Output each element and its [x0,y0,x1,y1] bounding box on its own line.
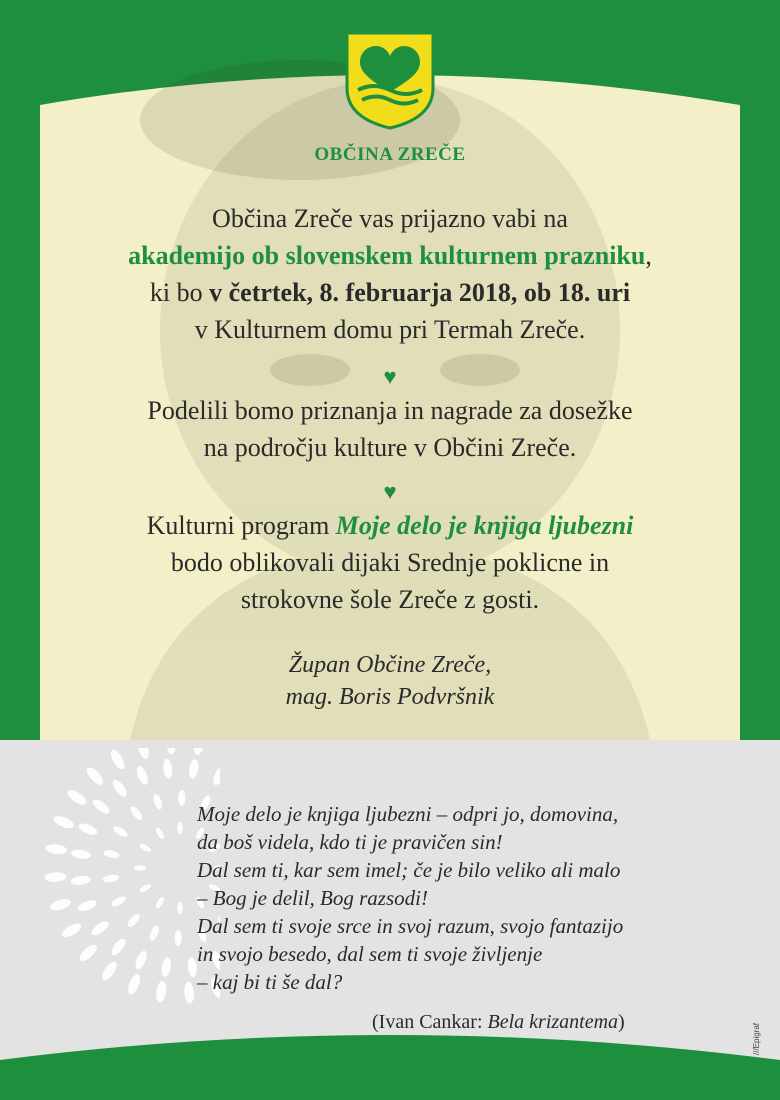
awards-line-2: na področju kulture v Občini Zreče. [203,433,577,462]
flower-petal [154,827,165,841]
flower-petal [139,842,153,853]
flower-petal [188,759,199,780]
flower-petal [192,748,205,756]
flower-petal [178,790,186,806]
attribution-work: Bela krizantema [487,1011,619,1033]
flower-petal [71,848,92,859]
flower-petal [155,980,168,1003]
poem-line: Dal sem ti svoje srce in svoj razum, svojo fantazijo [197,914,624,938]
invitation-venue: v Kulturnem domu pri Termah Zreče. [194,315,586,344]
flower-petal [112,824,130,839]
flower-petal [108,748,127,771]
flower-petal [217,748,220,764]
designer-credit: ///Epigraf [752,1022,761,1055]
poem-line: da boš videla, kdo ti je pravičen sin! [197,830,503,854]
municipality-name: OBČINA ZREČE [314,144,466,165]
flower-petal [136,748,152,760]
program-line-2: bodo oblikovali dijaki Srednje poklicne in [170,548,610,577]
flower-petal [174,930,182,946]
flower-petal [129,805,145,822]
flower-petal [139,882,153,893]
flower-petal [109,936,128,957]
municipality-crest-icon [344,30,436,130]
flower-petal [211,765,220,787]
invitation-text [40,200,740,348]
flower-petal [126,972,143,996]
signature [0,649,780,713]
flower-petal [60,921,84,940]
flower-petal [177,902,183,915]
poem-line: in svojo besedo, dal sem ti svoje življenje [197,942,543,966]
program-line-1 [40,507,740,544]
flower-petal [103,849,120,859]
poem-line: Moje delo je knjiga ljubezni – odpri jo, domovina, [197,802,619,826]
flower-petal [110,778,129,799]
program-prefix: Kulturni program [146,511,336,540]
flower-petal [148,924,161,942]
poem-line: – Bog je delil, Bog razsodi! [197,886,428,910]
poem-line: Dal sem ti, kar sem imel; če je bilo veliko ali malo [197,858,621,882]
flower-petal [133,949,149,971]
signature-name: mag. Boris Podvršnik [285,684,495,710]
invitation-line-2 [40,237,740,274]
line3-prefix: ki bo [149,278,210,307]
flower-petal [177,822,183,835]
separator-heart-icon: ♥ [383,479,397,504]
poem [197,800,757,996]
flower-petal [76,898,98,914]
program-title: Moje delo je knjiga ljubezni [335,511,634,540]
flower-petal [77,942,99,964]
event-comma: , [645,241,652,270]
awards-text [40,392,740,466]
flower-petal [45,843,68,856]
flower-petal [90,919,111,938]
poem-attribution [372,1011,625,1034]
attribution-close: ) [618,1011,625,1033]
flower-petal [110,894,128,908]
flower-petal [102,874,119,884]
signature-title: Župan Občine Zreče, [288,652,492,678]
flower-petal [77,821,99,837]
flower-petal [84,765,106,787]
invitation-line-3 [40,274,740,311]
separator-heart-icon: ♥ [383,364,397,389]
flower-petal [134,865,147,871]
flower-petal [99,960,119,983]
flower-petal [44,872,66,883]
flower-petal [52,814,76,831]
flower-petal [184,982,195,1004]
program-text [40,507,740,618]
flower-petal [126,912,142,929]
poem-line: – kaj bi ti še dal? [197,970,343,994]
flower-petal [165,748,176,754]
flower-petal [49,897,72,913]
program-line-3: strokovne šole Zreče z gosti. [240,585,540,614]
flower-petal [154,896,165,910]
flower-petal [65,787,88,807]
attribution-open: (Ivan Cankar: [372,1011,488,1033]
awards-line-1: Podelili bomo priznanja in nagrade za dosežke [147,396,633,425]
flower-petal [160,957,171,978]
flower-petal [135,764,151,786]
invitation-line-1: Občina Zreče vas prijazno vabi na [212,204,568,233]
flower-petal [70,875,91,886]
flower-petal [162,758,173,779]
event-name: akademijo ob slovenskem kulturnem prazniku [128,241,646,270]
flower-petal [152,793,164,811]
flower-petal [91,797,112,816]
event-date-time: v četrtek, 8. februarja 2018, ob 18. uri [209,278,631,307]
chrysanthemum-petals-icon [20,748,220,1008]
